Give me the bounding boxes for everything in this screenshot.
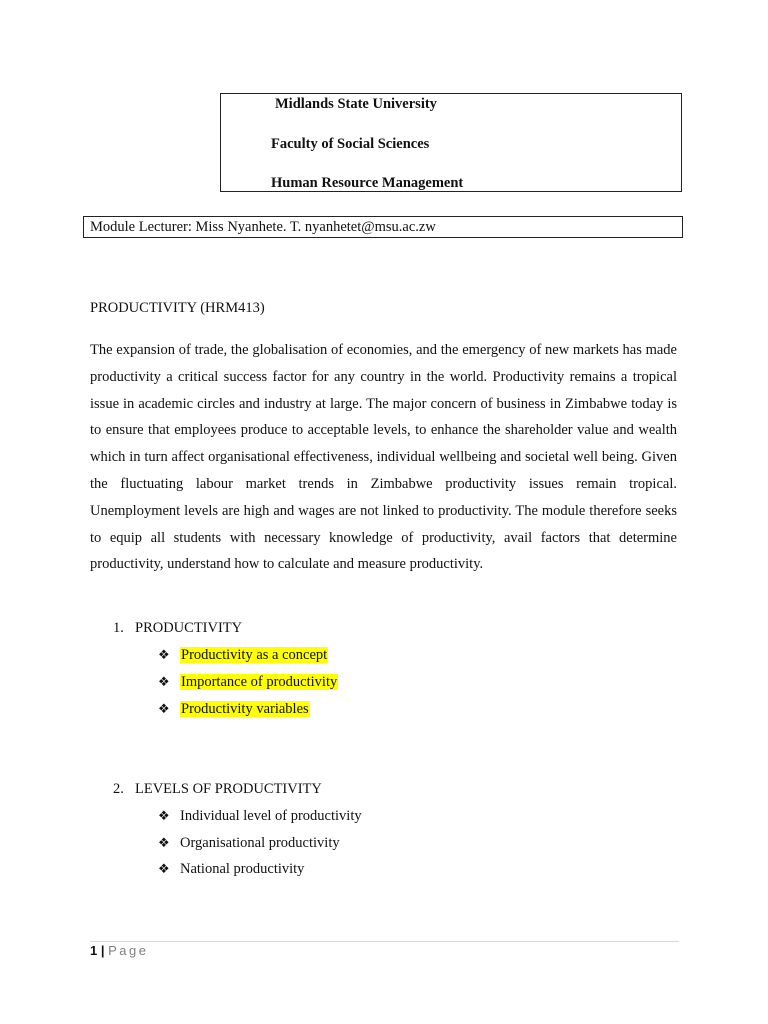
list-item-text: Individual level of productivity [180, 808, 362, 824]
list-item [158, 699, 310, 719]
list-item [158, 859, 304, 879]
header-box [220, 93, 682, 192]
diamond-bullet-icon: ❖ [158, 674, 170, 689]
list-item [158, 833, 340, 853]
faculty-name: Faculty of Social Sciences [271, 136, 430, 152]
diamond-bullet-icon: ❖ [158, 835, 170, 850]
section-title: PRODUCTIVITY [135, 620, 243, 636]
intro-paragraph: The expansion of trade, the globalisation of economies, and the emergency of new markets has made productivity a critical success factor for any country in the world. Productivity remains a tropical issue in academic circles and industry at large. The major concern of business in Zimbabwe today is to ensure that employees produce to acceptable levels, to enhance the shareholder value and wealth which in turn affect organisational effectiveness, individual wellbeing and societal well being. Given the fluctuating labour market trends in Zimbabwe productivity issues remain tropical. Unemployment levels are high and wages are not linked to productivity. The module therefore seeks to equip all students with necessary knowledge of productivity, avail factors that determine productivity, understand how to calculate and measure productivity. [90, 342, 677, 573]
diamond-bullet-icon: ❖ [158, 701, 170, 716]
list-item-text: Productivity variables [181, 701, 309, 717]
university-name: Midlands State University [275, 96, 437, 112]
footer-separator: | [100, 943, 105, 958]
list-item [158, 672, 338, 692]
lecturer-info: Module Lecturer: Miss Nyanhete. T. nyanhetet@msu.ac.zw [83, 216, 683, 238]
footer-divider [90, 941, 679, 942]
section-heading-levels [113, 781, 322, 798]
section-title: LEVELS OF PRODUCTIVITY [135, 781, 322, 797]
page-footer [90, 943, 149, 958]
section-number: 2. [113, 781, 124, 797]
list-item-text: Importance of productivity [181, 674, 338, 690]
diamond-bullet-icon: ❖ [158, 861, 170, 876]
diamond-bullet-icon: ❖ [158, 808, 170, 823]
list-item-text: Productivity as a concept [181, 647, 328, 663]
section-number: 1. [113, 620, 124, 636]
page-number: 1 [90, 943, 98, 958]
list-item-text: Organisational productivity [180, 835, 340, 851]
department-name: Human Resource Management [271, 175, 464, 191]
list-item-text: National productivity [180, 861, 305, 877]
section-heading-productivity [113, 620, 242, 637]
page-label: Page [108, 943, 149, 958]
diamond-bullet-icon: ❖ [158, 647, 170, 662]
document-title: PRODUCTIVITY (HRM413) [90, 300, 265, 316]
list-item [158, 645, 328, 665]
list-item [158, 806, 362, 826]
